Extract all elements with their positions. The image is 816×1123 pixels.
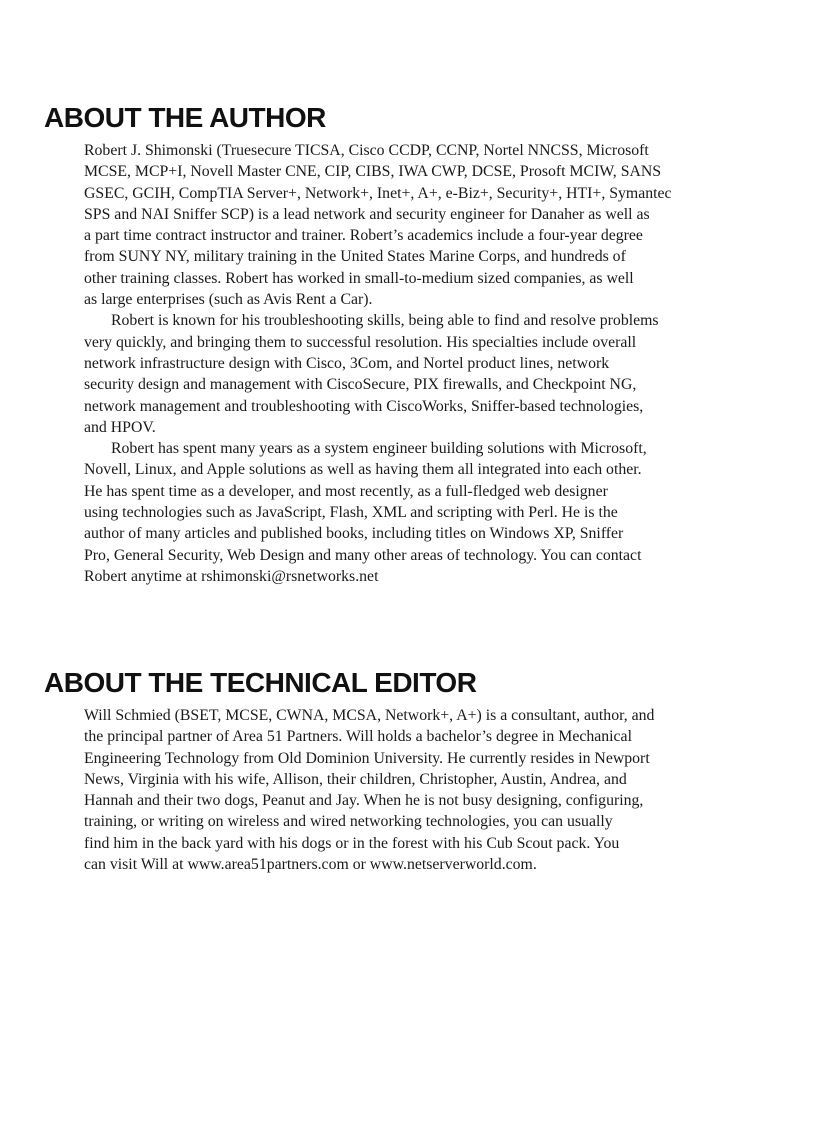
about-technical-editor-body (84, 705, 739, 875)
text-line: Engineering Technology from Old Dominion University. He currently resides in Newport (84, 749, 650, 767)
text-line: security design and management with CiscoSecure, PIX firewalls, and Checkpoint NG, (84, 376, 637, 394)
about-author-heading: ABOUT THE AUTHOR (44, 102, 326, 133)
text-line: MCSE, MCP+I, Novell Master CNE, CIP, CIBS, IWA CWP, DCSE, Prosoft MCIW, SANS (84, 163, 662, 181)
text-line: Robert J. Shimonski (Truesecure TICSA, Cisco CCDP, CCNP, Nortel NNCSS, Microsoft (84, 142, 649, 159)
text-line: network infrastructure design with Cisco, 3Com, and Nortel product lines, network (84, 354, 610, 372)
text-line: author of many articles and published books, including titles on Windows XP, Sniffer (84, 525, 624, 543)
text-line: the principal partner of Area 51 Partners. Will holds a bachelor’s degree in Mechanical (84, 728, 632, 746)
about-author-section (0, 100, 816, 587)
text-line: Robert has spent many years as a system engineer building solutions with Microsoft, (111, 440, 647, 458)
text-line: News, Virginia with his wife, Allison, their children, Christopher, Austin, Andrea, and (84, 770, 627, 788)
text-line: Novell, Linux, and Apple solutions as well as having them all integrated into each other. (84, 461, 642, 479)
text-line: Robert anytime at rshimonski@rsnetworks.net (84, 567, 379, 585)
text-line: network management and troubleshooting with CiscoWorks, Sniffer-based technologies, (84, 397, 644, 415)
text-line: can visit Will at www.area51partners.com or www.netserverworld.com. (84, 856, 537, 874)
text-line: Will Schmied (BSET, MCSE, CWNA, MCSA, Network+, A+) is a consultant, author, and (84, 707, 655, 724)
text-line: Pro, General Security, Web Design and many other areas of technology. You can contact (84, 546, 642, 564)
text-line: GSEC, GCIH, CompTIA Server+, Network+, Inet+, A+, e-Biz+, Security+, HTI+, Symantec (84, 184, 672, 202)
text-line: Hannah and their two dogs, Peanut and Jay. When he is not busy designing, configuring, (84, 792, 644, 810)
text-line: find him in the back yard with his dogs or in the forest with his Cub Scout pack. You (84, 834, 620, 852)
text-line: a part time contract instructor and trainer. Robert’s academics include a four-year degree (84, 227, 643, 245)
author-bio-paragraph-2 (84, 310, 739, 438)
about-author-body (84, 140, 739, 587)
text-line: other training classes. Robert has worked in small-to-medium sized companies, as well (84, 269, 634, 287)
text-line: training, or writing on wireless and wired networking technologies, you can usually (84, 813, 613, 831)
text-line: He has spent time as a developer, and most recently, as a full-fledged web designer (84, 482, 608, 500)
author-bio-paragraph-3 (84, 438, 739, 587)
author-bio-paragraph-1 (84, 140, 739, 310)
text-line: from SUNY NY, military training in the United States Marine Corps, and hundreds of (84, 248, 626, 266)
text-line: SPS and NAI Sniffer SCP) is a lead network and security engineer for Danaher as well as (84, 205, 650, 223)
about-technical-editor-section (0, 665, 816, 875)
editor-bio-paragraph-1 (84, 705, 739, 875)
about-technical-editor-heading: ABOUT THE TECHNICAL EDITOR (44, 667, 477, 698)
text-line: very quickly, and bringing them to successful resolution. His specialties include overall (84, 333, 637, 351)
text-line: Robert is known for his troubleshooting skills, being able to find and resolve problems (111, 312, 659, 330)
text-line: and HPOV. (84, 418, 156, 436)
text-line: as large enterprises (such as Avis Rent a Car). (84, 291, 373, 309)
text-line: using technologies such as JavaScript, Flash, XML and scripting with Perl. He is the (84, 504, 618, 522)
